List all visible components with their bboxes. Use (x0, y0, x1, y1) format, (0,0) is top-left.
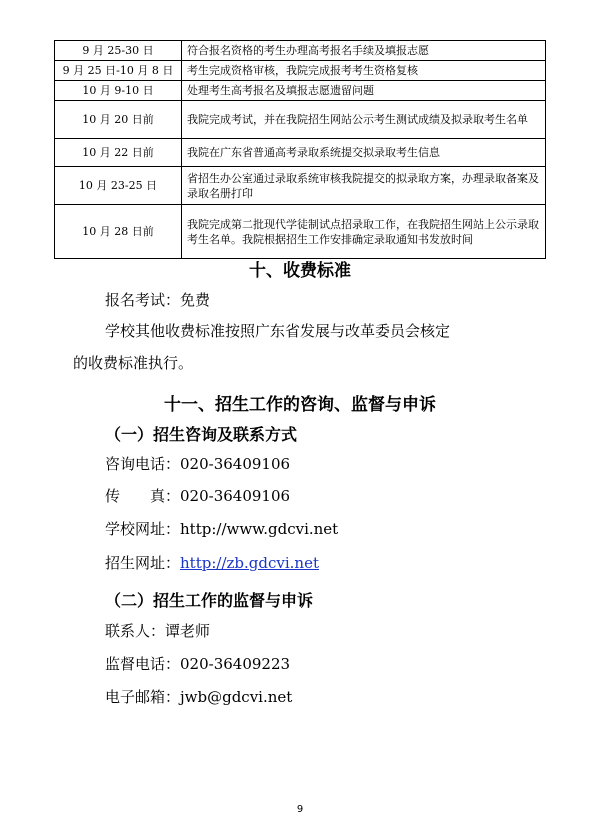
email-label: 电子邮箱： (105, 688, 181, 706)
admission-website-link[interactable]: http://zb.gdcvi.net (180, 554, 319, 572)
page-number: 9 (296, 804, 304, 815)
schedule-task: 符合报名资格的考生办理高考报名手续及填报志愿 (182, 41, 546, 61)
fax (105, 485, 290, 506)
other-fee-text-cont: 的收费标准执行。 (73, 354, 194, 372)
school-website-value: http://www.gdcvi.net (180, 520, 339, 538)
schedule-task: 处理考生高考报名及填报志愿遗留问题 (182, 81, 546, 101)
email (105, 686, 292, 707)
other-fee-text: 学校其他收费标准按照广东省发展与改革委员会核定 (105, 322, 451, 340)
exam-fee-text: 报名考试：免费 (105, 291, 211, 309)
schedule-date: 9 月 25-30 日 (55, 41, 182, 61)
consult-phone (105, 453, 290, 474)
consult-phone-value: 020-36409106 (180, 455, 291, 473)
schedule-date: 10 月 22 日前 (55, 139, 182, 167)
supervise-phone-value: 020-36409223 (180, 655, 291, 673)
contact-person-label: 联系人： (105, 622, 166, 640)
admission-website-label: 招生网址： (105, 554, 181, 572)
school-website (105, 518, 338, 539)
supervise-phone (105, 653, 290, 674)
subsection-consult-title: （一）招生咨询及联系方式 (105, 425, 298, 444)
section-11-title: 十一、招生工作的咨询、监督与申诉 (164, 395, 436, 415)
consult-phone-label: 咨询电话： (105, 455, 181, 473)
table-row (55, 205, 546, 259)
schedule-task: 我院在广东省普通高考录取系统提交拟录取考生信息 (182, 139, 546, 167)
fax-value: 020-36409106 (180, 487, 291, 505)
subsection-supervision-title: （二）招生工作的监督与申诉 (105, 591, 314, 610)
email-value: jwb@gdcvi.net (180, 688, 293, 706)
table-row (55, 139, 546, 167)
schedule-task: 我院完成第二批现代学徒制试点招录取工作，在我院招生网站上公示录取考生名单。我院根据招生工作安排确定录取通知书发放时间 (182, 205, 546, 259)
schedule-date: 9 月 25 日-10 月 8 日 (55, 61, 182, 81)
schedule-date: 10 月 28 日前 (55, 205, 182, 259)
table-row (55, 167, 546, 205)
schedule-task: 我院完成考试，并在我院招生网站公示考生测试成绩及拟录取考生名单 (182, 101, 546, 139)
supervise-phone-label: 监督电话： (105, 655, 181, 673)
admission-website (105, 552, 319, 573)
schedule-table (54, 40, 546, 259)
schedule-date: 10 月 23-25 日 (55, 167, 182, 205)
schedule-date: 10 月 20 日前 (55, 101, 182, 139)
schedule-task: 省招生办公室通过录取系统审核我院提交的拟录取方案，办理录取备案及录取名册打印 (182, 167, 546, 205)
table-row (55, 101, 546, 139)
table-row (55, 81, 546, 101)
schedule-date: 10 月 9-10 日 (55, 81, 182, 101)
fax-label: 传 真： (105, 487, 181, 505)
contact-person-value: 谭老师 (165, 622, 211, 640)
table-row (55, 61, 546, 81)
section-10-title: 十、收费标准 (249, 261, 351, 281)
schedule-task: 考生完成资格审核，我院完成报考考生资格复核 (182, 61, 546, 81)
table-row (55, 41, 546, 61)
contact-person (105, 620, 210, 641)
school-website-label: 学校网址： (105, 520, 181, 538)
